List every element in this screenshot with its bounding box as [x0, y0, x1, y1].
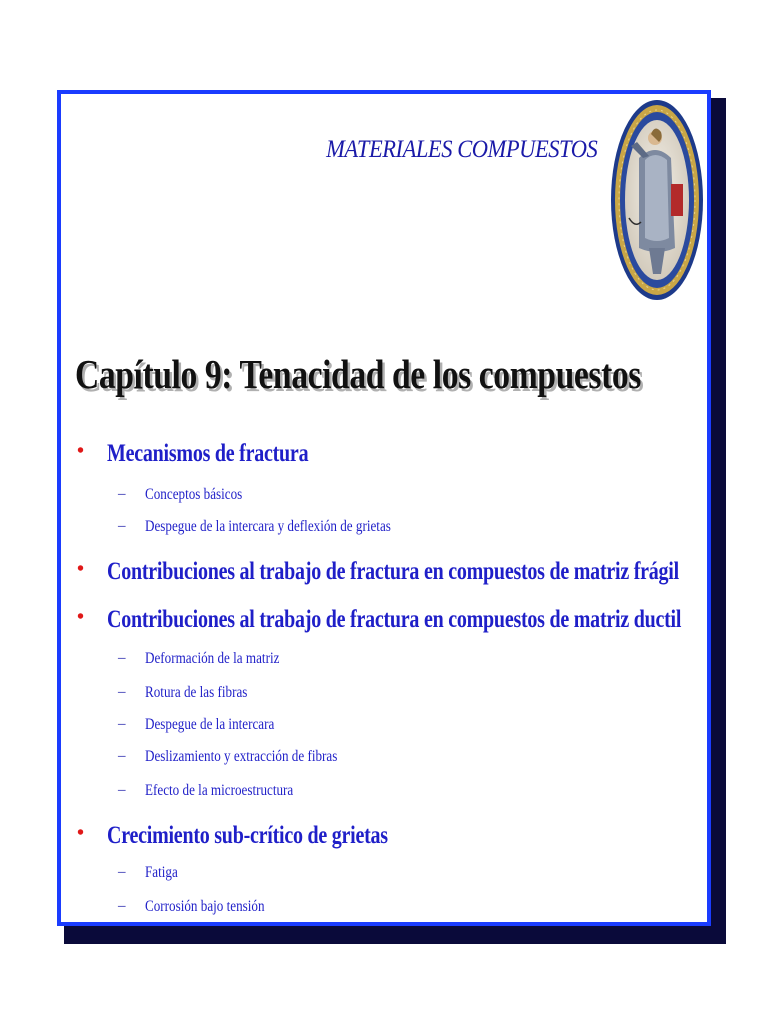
sub-bullet-text: Conceptos básicos: [145, 486, 243, 503]
dash-marker: –: [118, 716, 126, 732]
sub-bullet-text: Despegue de la intercara y deflexión de grietas: [145, 518, 391, 535]
bullet-marker: •: [77, 822, 85, 844]
outline-list: [61, 94, 707, 922]
sub-bullet-text: Efecto de la microestructura: [145, 782, 294, 799]
dash-marker: –: [118, 782, 126, 798]
slide: [57, 90, 711, 926]
dash-marker: –: [118, 518, 126, 534]
dash-marker: –: [118, 898, 126, 914]
bullet-text: Contribuciones al trabajo de fractura en compuestos de matriz frágil: [107, 558, 679, 585]
bullet-marker: •: [77, 606, 85, 628]
bullet-marker: •: [77, 440, 85, 462]
bullet-text: Mecanismos de fractura: [107, 440, 309, 467]
dash-marker: –: [118, 650, 126, 666]
dash-marker: –: [118, 864, 126, 880]
bullet-marker: •: [77, 558, 85, 580]
dash-marker: –: [118, 748, 126, 764]
dash-marker: –: [118, 684, 126, 700]
course-title: MATERIALES COMPUESTOS: [325, 136, 597, 163]
sub-bullet-text: Corrosión bajo tensión: [145, 898, 265, 915]
sub-bullet-text: Fatiga: [145, 864, 178, 881]
sub-bullet-text: Despegue de la intercara: [145, 716, 275, 733]
sub-bullet-text: Deslizamiento y extracción de fibras: [145, 748, 338, 765]
bullet-text: Crecimiento sub-crítico de grietas: [107, 822, 388, 849]
dash-marker: –: [118, 486, 126, 502]
chapter-title: Capítulo 9: Tenacidad de los compuestos: [75, 351, 641, 397]
bullet-text: Contribuciones al trabajo de fractura en compuestos de matriz ductil: [107, 606, 682, 633]
sub-bullet-text: Deformación de la matriz: [145, 650, 280, 667]
sub-bullet-text: Rotura de las fibras: [145, 684, 248, 701]
